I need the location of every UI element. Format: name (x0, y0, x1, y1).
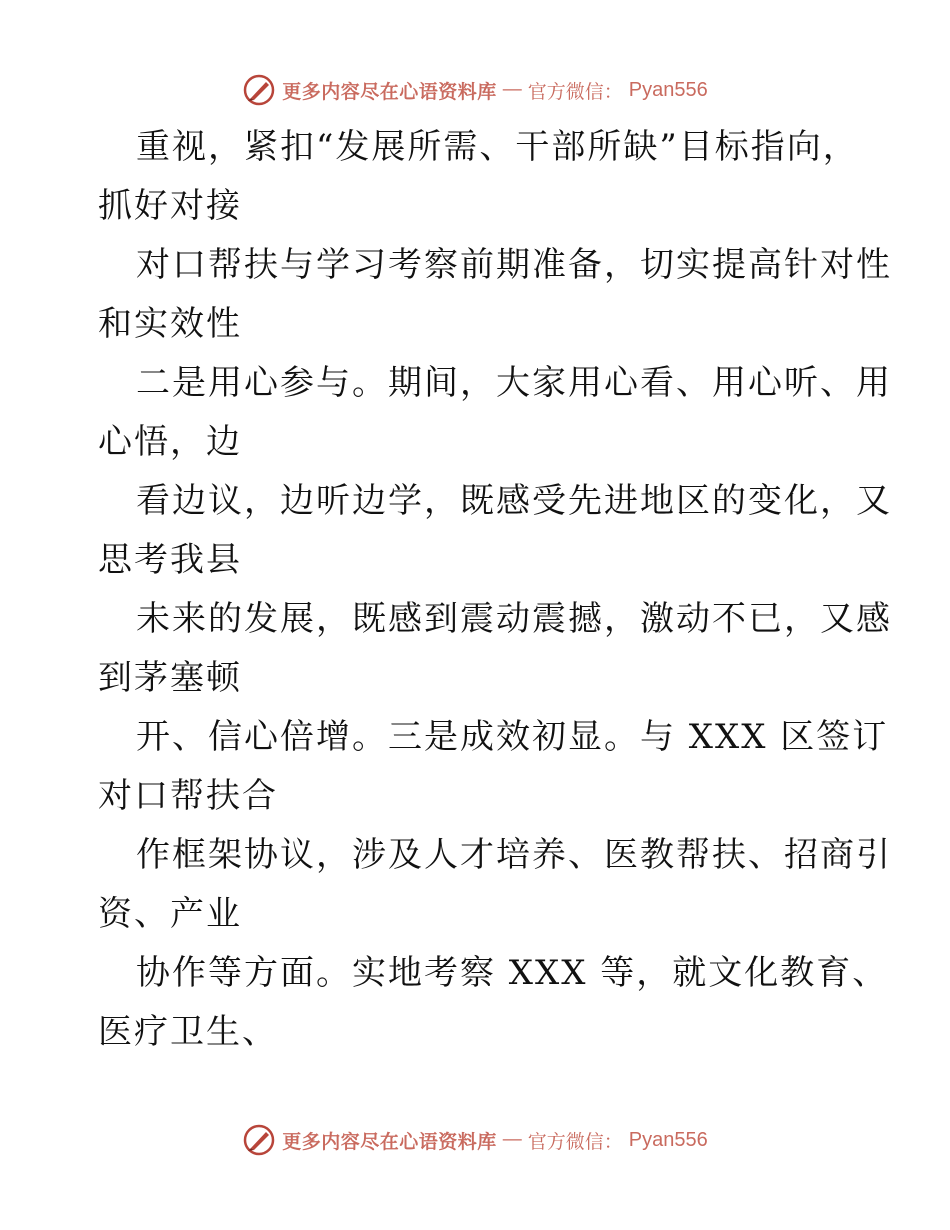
text-line: 看边议，边听边学，既感受先进地区的变化，又 (136, 481, 892, 521)
text-line: 到茅塞顿 (98, 658, 242, 698)
text-line: 重视，紧扣“发展所需、干部所缺”目标指向， (136, 127, 859, 167)
quill-logo-icon (242, 73, 276, 107)
text-line: 作框架协议，涉及人才培养、医教帮扶、招商引 (136, 835, 892, 875)
quill-logo-icon (242, 1123, 276, 1157)
text-line: 医疗卫生、 (98, 1012, 278, 1052)
text-line: 心悟，边 (98, 422, 242, 462)
text-line: 资、产业 (98, 894, 242, 934)
text-line: 对口帮扶合 (98, 776, 278, 816)
text-line: 开、信心倍增。三是成效初显。与 XXX 区签订 (136, 717, 889, 757)
watermark-header (0, 70, 950, 110)
text-line: 协作等方面。实地考察 XXX 等，就文化教育、 (136, 953, 889, 993)
text-line: 未来的发展，既感到震动震撼，激动不已，又感 (136, 599, 892, 639)
watermark-label: 官方微信： (527, 1130, 623, 1153)
watermark-brand: 更多内容尽在心语资料库 (282, 80, 497, 103)
text-line: 和实效性 (98, 304, 242, 344)
watermark-label: 官方微信： (527, 80, 623, 103)
text-line: 二是用心参与。期间，大家用心看、用心听、用 (136, 363, 892, 403)
watermark-id: Pyan556 (628, 1128, 708, 1151)
watermark-separator: — (502, 79, 522, 100)
watermark-id: Pyan556 (628, 78, 708, 101)
text-line: 抓好对接 (98, 186, 242, 226)
watermark-footer (0, 1120, 950, 1160)
watermark-separator: — (502, 1129, 522, 1150)
text-line: 对口帮扶与学习考察前期准备，切实提高针对性 (136, 245, 892, 285)
document-body (98, 118, 892, 1062)
watermark-brand: 更多内容尽在心语资料库 (282, 1130, 497, 1153)
text-line: 思考我县 (98, 540, 242, 580)
